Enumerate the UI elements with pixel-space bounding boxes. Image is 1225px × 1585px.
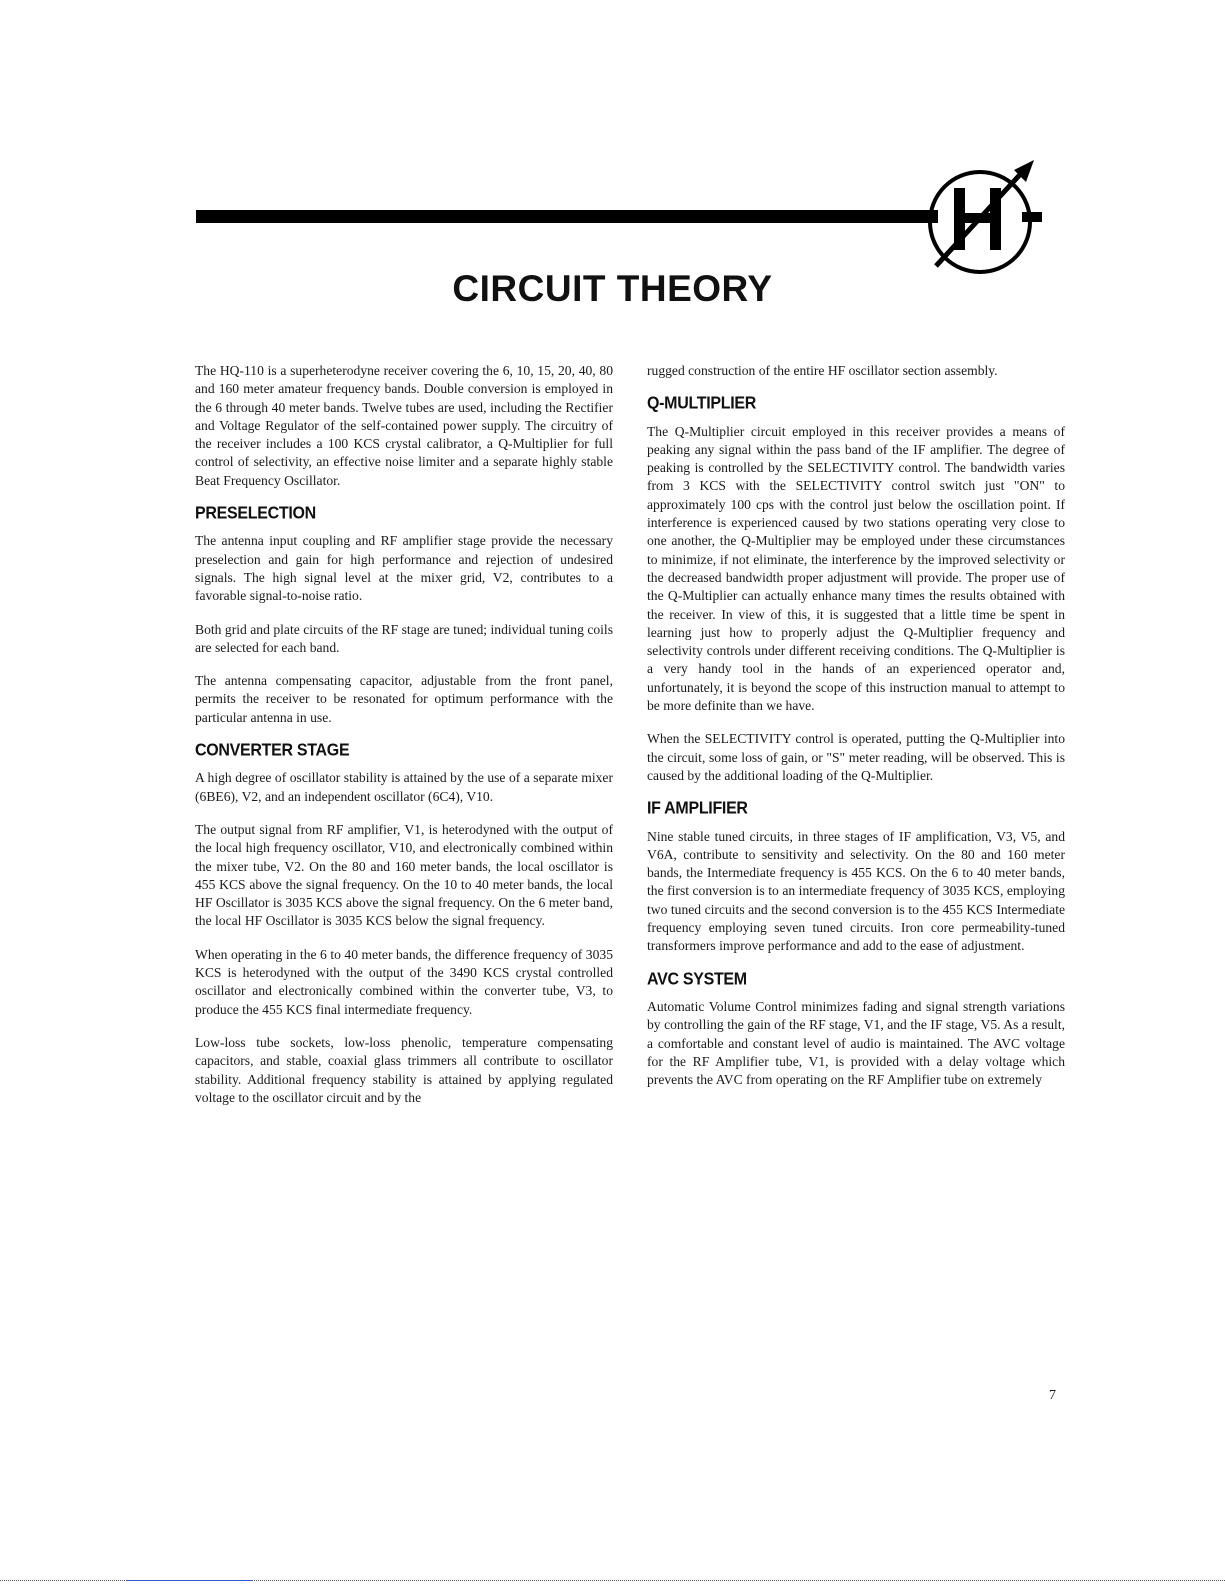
- converter-paragraph-2: The output signal from RF amplifier, V1, is heterodyned with the output of the local high frequency oscillator, V10, and electronically combined within the mixer tube, V2. On the 80 and 160 meter bands, the local oscillator is 455 KCS above the signal frequency. On the 10 to 40 meter bands, the local HF Oscillator is 3035 KCS above the signal frequency. On the 6 meter band, the local HF Oscillator is 3035 KCS below the signal frequency.: [195, 821, 613, 929]
- converter-stage-heading: CONVERTER STAGE: [195, 740, 350, 760]
- page-title: CIRCUIT THEORY: [452, 268, 773, 309]
- footer-link[interactable]: [127, 1580, 252, 1581]
- avc-system-paragraph: Automatic Volume Control minimizes fading and signal strength variations by controlling the gain of the RF stage, V1, and the IF stage, V5. As a result, a comfortable and constant level of audio is maintained. The AVC voltage for the RF Amplifier tube, V1, is provided with a delay voltage which prevents the AVC from operating on the RF Amplifier tube on extremely: [647, 998, 1065, 1088]
- header-rule: [196, 210, 936, 223]
- if-amplifier-heading: IF AMPLIFIER: [647, 799, 748, 819]
- hq-logo-icon: [918, 158, 1048, 278]
- continuation-paragraph: rugged construction of the entire HF oscillator section assembly.: [647, 363, 998, 378]
- converter-paragraph-1: A high degree of oscillator stability is attained by the use of a separate mixer (6BE6), V2, and an independent oscillator (6C4), V10.: [195, 770, 613, 804]
- q-multiplier-paragraph-2: When the SELECTIVITY control is operated, putting the Q-Multiplier into the circuit, some loss of gain, or "S" meter reading, will be observed. This is caused by the additional loading of the Q-Multiplier.: [647, 731, 1065, 783]
- intro-paragraph: The HQ-110 is a superheterodyne receiver covering the 6, 10, 15, 20, 40, 80 and 160 meter amateur frequency bands. Double conversion is employed in the 6 through 40 meter bands. Twelve tubes are used, including the Rectifier and Voltage Regulator of the self-contained power supply. The circuitry of the receiver includes a 100 KCS crystal calibrator, a Q-Multiplier for full control of selectivity, an effective noise limiter and a separate highly stable Beat Frequency Oscillator.: [195, 363, 613, 488]
- avc-system-heading: AVC SYSTEM: [647, 969, 747, 989]
- converter-paragraph-3: When operating in the 6 to 40 meter bands, the difference frequency of 3035 KCS is heterodyned with the output of the 3490 KCS crystal controlled oscillator and electronically combined within the converter tube, V3, to produce the 455 KCS final intermediate frequency.: [195, 946, 613, 1017]
- if-amplifier-paragraph: Nine stable tuned circuits, in three stages of IF amplification, V3, V5, and V6A, contribute to sensitivity and selectivity. On the 80 and 160 meter bands, the Intermediate frequency is 455 KCS. On the 6 to 40 meter bands, the first conversion is to an intermediate frequency of 3035 KCS, employing two tuned circuits and the second conversion is to the 455 KCS Intermediate frequency employing seven tuned circuits. Iron core permeability-tuned transformers improve performance and add to the ease of adjustment.: [647, 828, 1065, 954]
- preselection-paragraph-2: Both grid and plate circuits of the RF stage are tuned; individual tuning coils are selected for each band.: [195, 621, 613, 655]
- converter-paragraph-4: Low-loss tube sockets, low-loss phenolic, temperature compensating capacitors, and stable, coaxial glass trimmers all contribute to oscillator stability. Additional frequency stability is attained by applying regulated voltage to the oscillator circuit and by the: [195, 1034, 613, 1105]
- right-column: [647, 362, 1065, 1104]
- preselection-paragraph-3: The antenna compensating capacitor, adjustable from the front panel, permits the receiver to be resonated for optimum performance with the particular antenna in use.: [195, 673, 613, 725]
- preselection-heading: PRESELECTION: [195, 503, 316, 524]
- preselection-paragraph-1: The antenna input coupling and RF amplifier stage provide the necessary preselection and gain for high performance and rejection of undesired signals. The high signal level at the mixer grid, V2, contributes to a favorable signal-to-noise ratio.: [195, 533, 613, 604]
- left-column: [195, 362, 613, 1122]
- q-multiplier-paragraph-1: The Q-Multiplier circuit employed in this receiver provides a means of peaking any signal within the pass band of the IF amplifier. The degree of peaking is controlled by the SELECTIVITY control. The bandwidth varies from 3 KCS with the SELECTIVITY control switch just "ON" to approximately 100 cps with the control just below the oscillation point. If interference is experienced caused by two stations operating very close to one another, the Q-Multiplier may be employed under these circumstances to minimize, if not eliminate, the interference by the improved selectivity or the decreased bandwidth proper adjustment will provide. The proper use of the Q-Multiplier can actually enhance many times the results obtained with the receiver. In view of this, it is suggested that a little time be spent in learning just how to properly adjust the Q-Multiplier frequency and selectivity controls under different receiving conditions. The Q-Multiplier is a very handy tool in the hands of an experienced operator and, unfortunately, it is beyond the scope of this instruction manual to attempt to be more definite than we have.: [647, 423, 1065, 714]
- q-multiplier-heading: Q-MULTIPLIER: [647, 394, 756, 414]
- page-number: 7: [1049, 1388, 1056, 1403]
